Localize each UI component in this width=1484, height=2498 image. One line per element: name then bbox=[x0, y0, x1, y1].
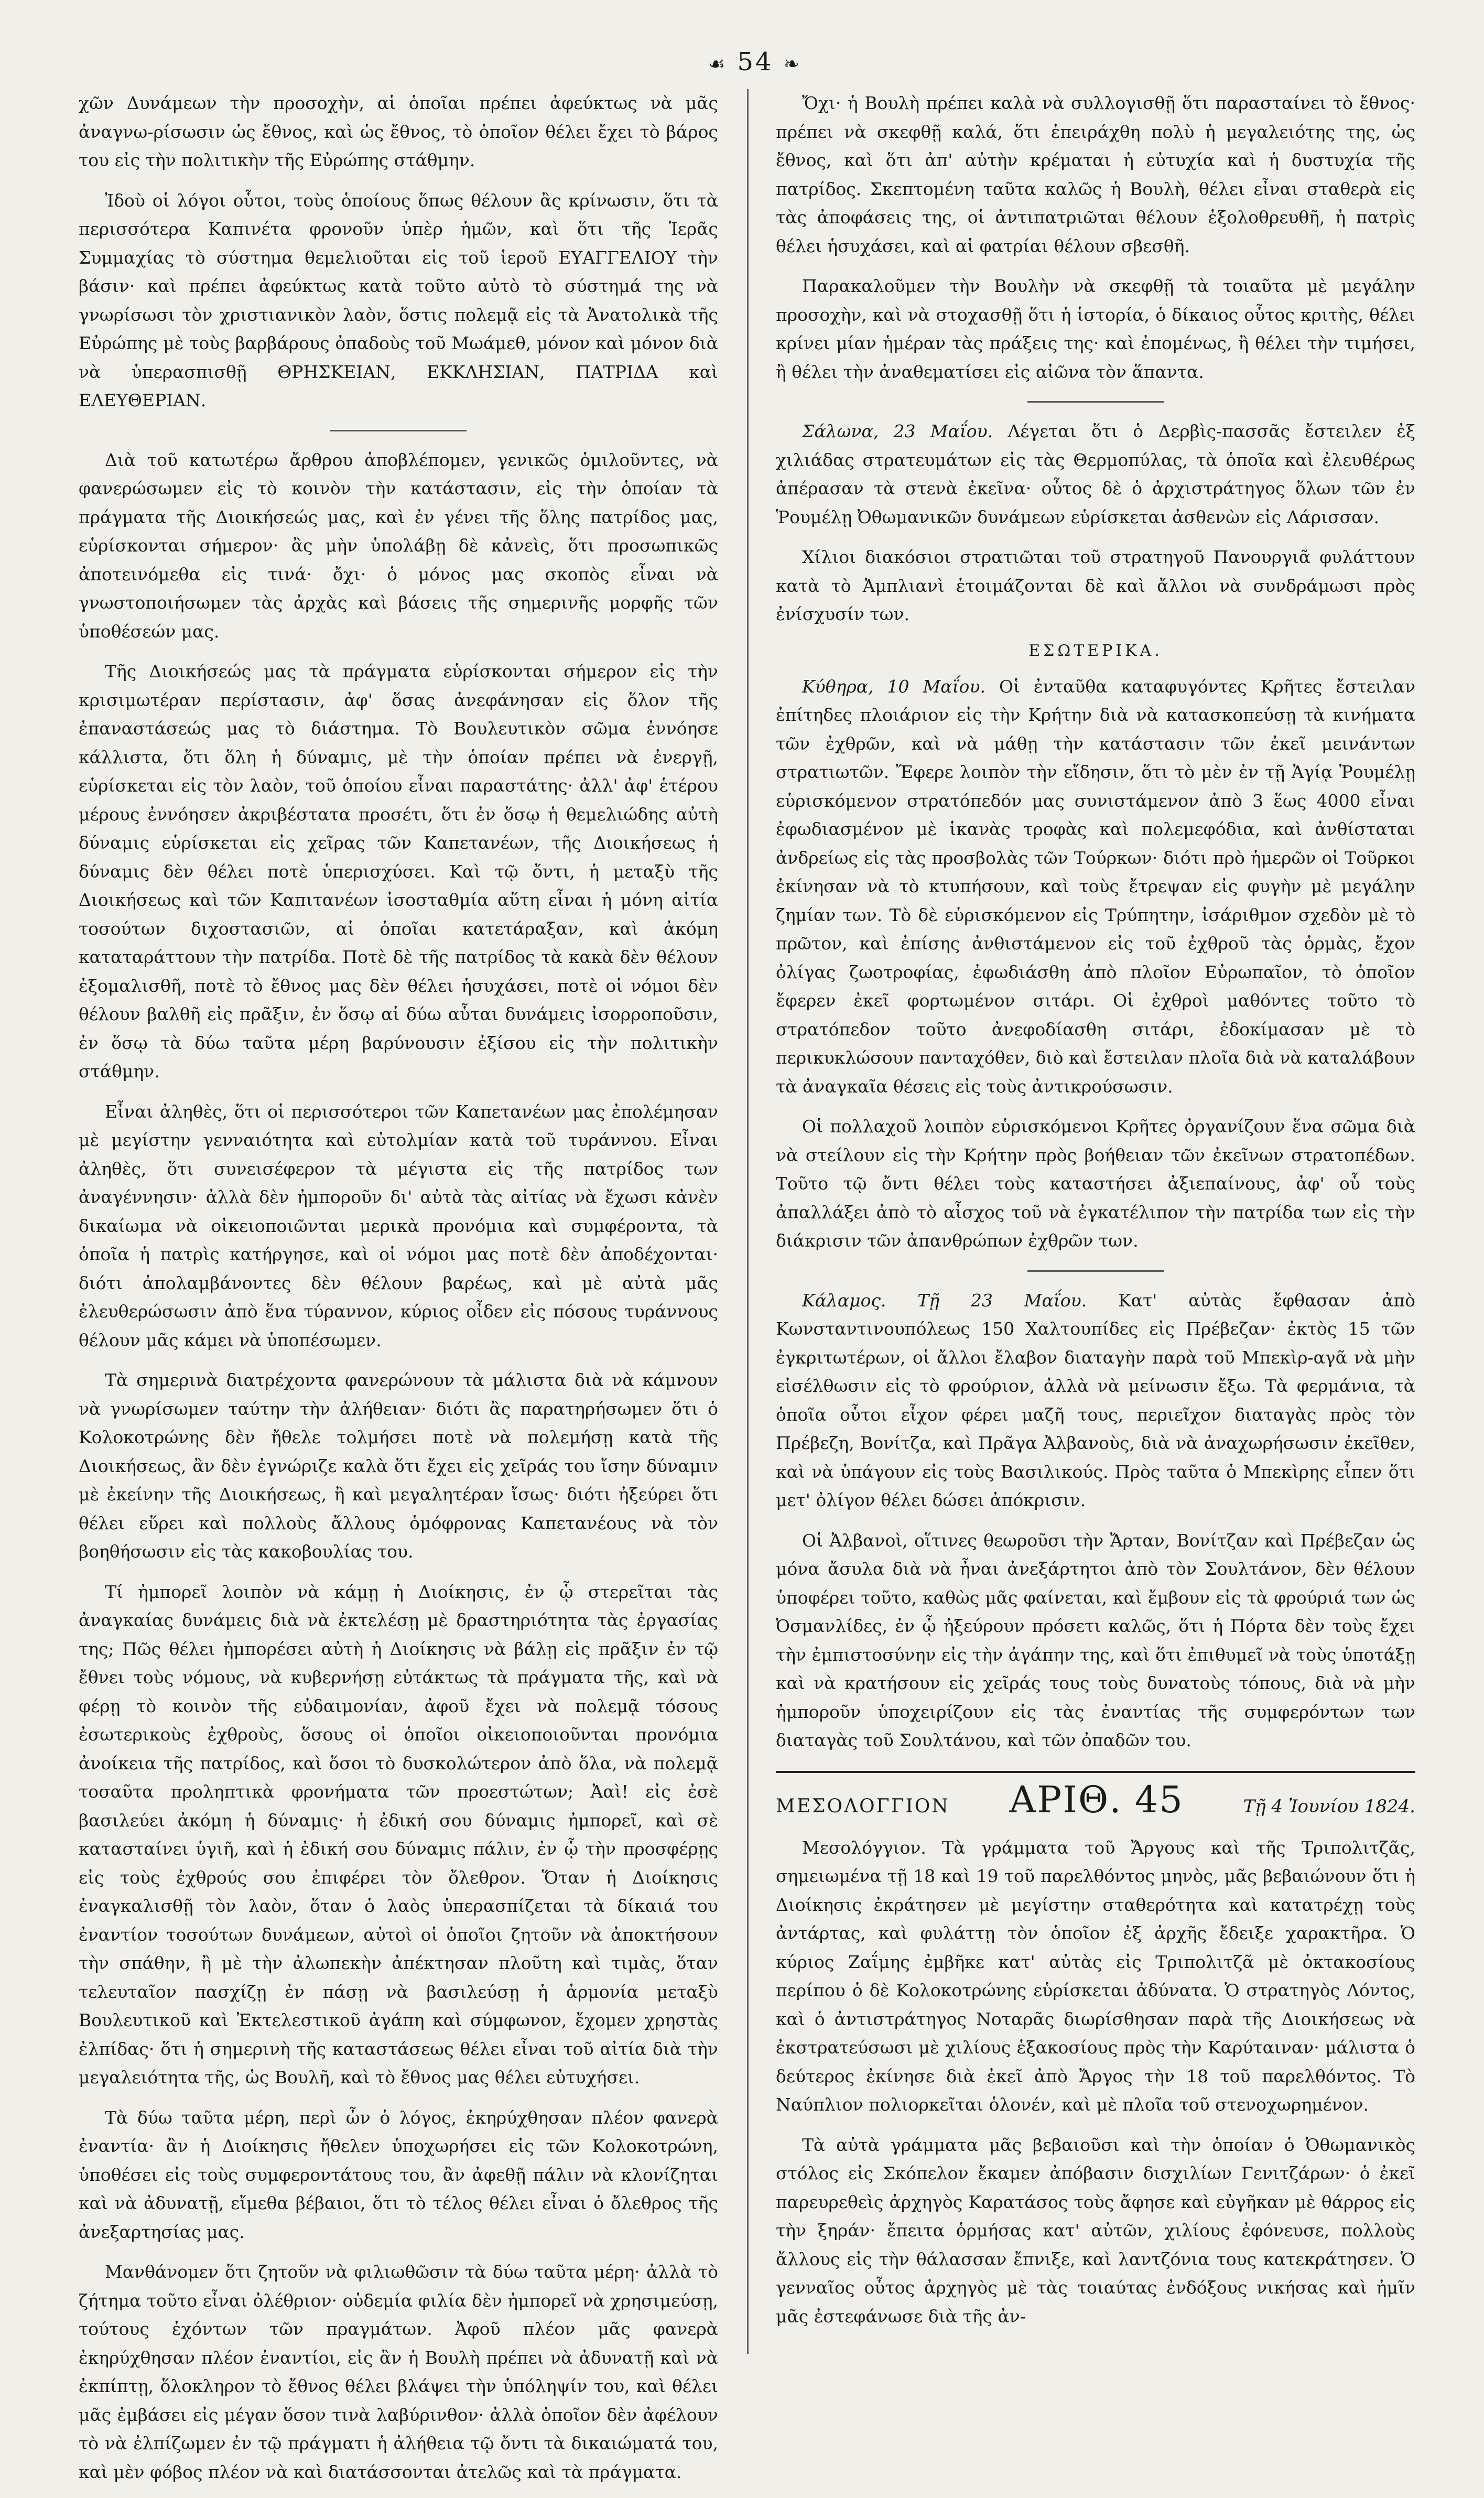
paragraph: Ὄχι· ἡ Βουλὴ πρέπει καλὰ νὰ συλλογισθῇ ὅτι παρασταίνει τὸ ἔθνος· πρέπει νὰ σκεφθῇ καλά, ὅτι ἐπειράχθη πολὺ ἡ μεγαλειότης της, ὡς ἔθνος, καὶ ὅτι ἀπ' αὐτὴν κρέμαται ἡ εὐτυχία καὶ ἡ δυστυχία τῆς πατρίδος. Σκεπτομένη ταῦτα καλῶς ἡ Βουλὴ, θέλει εἶναι σταθερὰ εἰς τὰς ἀποφάσεις της, οἱ ἀντιπατριῶται θέλουν ἐξολοθρευθῆ, ἡ πατρὶς θέλει ἡσυχάσει, καὶ αἱ φατρίαι θέλουν σβεσθῆ. bbox=[776, 93, 1415, 256]
paragraph: Μανθάνομεν ὅτι ζητοῦν νὰ φιλιωθῶσιν τὰ δύω ταῦτα μέρη· ἀλλὰ τὸ ζήτημα τοῦτο εἶναι ὀλέθριον· οὐδεμία φιλία δὲν ἠμπορεῖ νὰ χρησιμεύσῃ, τούτους ἐχόντων τῶν πραγμάτων. Ἀφοῦ πλέον μᾶς φανερὰ ἐκηρύχθησαν πλέον ἐναντίοι, εἰς ἂν ἡ Βουλὴ πρέπει νὰ ἀδυνατῇ καὶ νὰ ἐκπίπτῃ, ὅλοκληρον τὸ ἔθνος θέλει βλάψει τὴν ὑπόληψίν του, καὶ θέλει μᾶς ἐμβάσει εἰς μέγαν ὅσον τινὰ λαβύρινθον· ἀλλὰ ὁποῖον δὲν ἀφέλουν τὸ νὰ ἐλπίζωμεν ἐν τῷ πράγματι ἡ ἀλήθεια τῷ ὄντι τὰ δικαιώματά του, καὶ μὲν φόβος πλέον νὰ καὶ διατάσσονται ἀτελῶς καὶ τὰ πράγματα. bbox=[79, 2262, 718, 2482]
issue-place: ΜΕΣΟΛΟΓΓΙΟΝ bbox=[776, 1795, 950, 1817]
paragraph: Οἱ πολλαχοῦ λοιπὸν εὑρισκόμενοι Κρῆτες ὀργανίζουν ἕνα σῶμα διὰ νὰ στείλουν εἰς τὴν Κρήτην πρὸς βοήθειαν τῶν ἐκεῖνων στρατοπέδων. Τοῦτο τῷ ὄντι θέλει τοὺς καταστήσει ἀξιεπαίνους, ἀφ' οὗ τοὺς ἀπαλλάξει ἀπὸ τὸ αἶσχος τοῦ νὰ ἐγκατέλιπον τὴν πατρίδα των εἰς τὴν διάκρισιν τῶν ἀπανθρώπων ἐχθρῶν των. bbox=[776, 1116, 1415, 1251]
section-separator bbox=[330, 430, 467, 431]
news-item bbox=[776, 1286, 1415, 1515]
section-separator bbox=[1027, 401, 1164, 403]
paragraph: Μεσολόγγιον. Τὰ γράμματα τοῦ Ἄργους καὶ τῆς Τριπολιτζᾶς, σημειωμένα τῇ 18 καὶ 19 τοῦ παρελθόντος μηνὸς, μᾶς βεβαιώνουν ὅτι ἡ Διοίκησις ἐκράτησεν μὲ μεγίστην σταθερότητα καὶ κατατρέχῃ τοὺς ἀντάρτας, καὶ φυλάττῃ τὸν ὁποῖον ἐξ ἀρχῆς ἔδειξε χαρακτῆρα. Ὁ κύριος Ζαΐμης ἐμβῆκε κατ' αὐτὰς εἰς Τριπολιτζᾶ μὲ ὀκτακοσίους περίπου ὁ δὲ Κολοκοτρώνης εὑρίσκεται ἀδύνατα. Ὁ στρατηγὸς Λόντος, καὶ ὁ ἀντιστράτηγος Νοταρᾶς διωρίσθησαν παρὰ τῆς Διοικήσεως νὰ ἐκστρατεύσωσι μὲ χιλίους ἑξακοσίους πρὸς τὴν Καρύταιναν· μάλιστα ὁ δεύτερος ἐκίνησε διὰ ἐκεῖ ἀπὸ Ἄργος τὴν 18 τοῦ παρελθόντος. Τὸ Ναύπλιον πολιορκεῖται ὁλονέν, καὶ μὲ πλοῖα τοῦ στενοχωρημένον. bbox=[776, 1837, 1415, 2115]
page-folio bbox=[697, 47, 813, 77]
issue-number: ΑΡΙΘ. 45 bbox=[1009, 1778, 1184, 1821]
left-column bbox=[79, 89, 718, 2498]
dateline: Κύθηρα, 10 Μαΐου. bbox=[802, 676, 999, 697]
news-item bbox=[776, 673, 1415, 1101]
column-divider bbox=[747, 89, 749, 2354]
paragraph: Τὰ σημερινὰ διατρέχοντα φανερώνουν τὰ μάλιστα διὰ νὰ κάμνουν νὰ γνωρίσωμεν ταύτην τὴν ἀλήθειαν· διότι ἂς παρατηρήσωμεν ὅτι ὁ Κολοκοτρώνης δὲν ἤθελε τολμήσει ποτὲ νὰ πολεμήσῃ κατὰ τῆς Διοικήσεως, ἂν δὲν ἐγνώριζε καλὰ ὅτι ἔχει εἰς χεῖράς του ἴσην δύναμιν μὲ ἐκείνην τῆς Διοικήσεως, ἢ καὶ μεγαλητέραν ἴσως· διότι ἠξεύρει ὅτι θέλει εὕρει καὶ πολλοὺς ἄλλους ὁμόφρονας Καπετανέους νὰ τὸν βοηθήσωσιν εἰς τὰς κακοβουλίας του. bbox=[79, 1370, 718, 1562]
news-text: Κατ' αὐτὰς ἔφθασαν ἀπὸ Κωνσταντινουπόλεως 150 Χαλτουπίδες εἰς Πρέβεζαν· ἐκτὸς 15 τῶν ἐγκριτωτέρων, οἱ ἄλλοι ἔλαβον διαταγὴν παρὰ τοῦ Μπεκὶρ-αγᾶ νὰ μὴν εἰσέλθωσιν εἰς τὸ φρούριον, ἀλλὰ νὰ μείνωσιν ἔξω. Τὰ φερμάνια, τὰ ὁποῖα οὗτοι εἶχον φέρει μαζῆ τους, περιεῖχον διαταγὰς πρὸς τὸν Πρέβεζη, Βονίτζα, καὶ Πρᾶγα Ἀλβανοὺς, διὰ νὰ ἀναχωρήσωσιν ἐκεῖθεν, καὶ νὰ ὑπάγουν εἰς τοὺς Βασιλικούς. Πρὸς ταῦτα ὁ Μπεκὶρης εἶπεν ὅτι μετ' ὀλίγον θέλει δώσει ἀπόκρισιν. bbox=[776, 1290, 1415, 1510]
issue-header bbox=[776, 1771, 1415, 1821]
paragraph: Τὰ αὐτὰ γράμματα μᾶς βεβαιοῦσι καὶ τὴν ὁποίαν ὁ Ὀθωμανικὸς στόλος εἰς Σκόπελον ἔκαμεν ἀπόβασιν δισχιλίων Γενιτζάρων· ὁ ἐκεῖ παρευρεθεὶς ἀρχηγὸς Καρατάσος τοὺς ἄφησε καὶ εὐγῆκαν μὲ θάρρος εἰς τὴν ξηράν· ἔπειτα ὁρμήσας κατ' αὐτῶν, χιλίους ἐφόνευσε, πολλοὺς ἄλλους εἰς τὴν θάλασσαν ἔπνιξε, καὶ λαντζόνια τους κατεκράτησεν. Ὁ γενναῖος οὗτος ἀρχηγὸς μὲ τὰς τοιαύτας ἐνδόξους νικήσας καὶ ἠμῖν μᾶς ἐστεφάνωσε διὰ τῆς ἀν- bbox=[776, 2134, 1415, 2327]
left-ornament-icon: ☙ bbox=[708, 53, 728, 75]
issue-date: Τῇ 4 Ἰουνίου 1824. bbox=[1243, 1796, 1415, 1817]
section-heading: ΕΣΩΤΕΡΙΚΑ. bbox=[1028, 641, 1163, 660]
paragraph: Διὰ τοῦ κατωτέρω ἄρθρου ἀποβλέπομεν, γενικῶς ὁμιλοῦντες, νὰ φανερώσωμεν εἰς τὸ κοινὸν τὴν κατάστασιν, εἰς τὴν ὁποίαν τὰ πράγματα τῆς Διοικήσεώς μας, καὶ ἐν γένει τῆς ὅλης πατρίδος μας, εὑρίσκονται σήμερον· ἂς μὴν ὑπολάβῃ δὲ κἀνεὶς, ὅτι προσωπικῶς ἀποτεινόμεθα εἰς τινά· ὄχι· ὁ μόνος μας σκοπὸς εἶναι νὰ γνωστοποιήσωμεν τὰς ἀρχὰς καὶ βάσεις τῆς σημερινῆς μορφῆς τῶν ὑποθέσεών μας. bbox=[79, 449, 718, 642]
paragraph: Ἰδοὺ οἱ λόγοι οὗτοι, τοὺς ὁποίους ὅπως θέλουν ἂς κρίνωσιν, ὅτι τὰ περισσότερα Καπινέτα φρονοῦν ὑπὲρ ἡμῶν, καὶ ὅτι τῆς Ἱερᾶς Συμμαχίας τὸ σύστημα θεμελιοῦται εἰς τοῦ ἱεροῦ ΕΥΑΓΓΕΛΙΟΥ τὴν βάσιν· καὶ πρέπει ἀφεύκτως κατὰ τοῦτο αὐτὸ τὸ σύστημά της νὰ γνωρίσωσι τὸν χριστιανικὸν λαὸν, ὅστις πολεμᾷ εἰς τὰ Ἀνατολικὰ τῆς Εὐρώπης μὲ τοὺς βαρβάρους ὀπαδοὺς τοῦ Μωάμεθ, μόνον καὶ μόνον διὰ νὰ ὑπερασπισθῇ ΘΡΗΣΚΕΙΑΝ, ΕΚΚΛΗΣΙΑΝ, ΠΑΤΡΙΔΑ καὶ ΕΛΕΥΘΕΡΙΑΝ. bbox=[79, 190, 718, 410]
paragraph: Χίλιοι διακόσιοι στρατιῶται τοῦ στρατηγοῦ Πανουργιᾶ φυλάττουν κατὰ τὸ Ἀμπλιανὶ ἑτοιμάζονται δὲ καὶ ἄλλοι νὰ συνδράμωσι πρὸς ἐνίσχυσίν των. bbox=[776, 547, 1415, 624]
news-text: Λέγεται ὅτι ὁ Δερβὶς-πασσᾶς ἔστειλεν ἐξ χιλιάδας στρατευμάτων εἰς τὰς Θερμοπύλας, τὰ ὁποῖα καὶ ἐλευθέρως ἀπέρασαν τὰ στενὰ ἐκεῖνα· οὗτος δὲ ὁ ἀρχιστράτηγος ὅλων τῶν ἐν Ῥουμέλῃ Ὀθωμανικῶν δυνάμεων εὑρίσκεται ἀσθενὼν εἰς Λάρισσαν. bbox=[776, 421, 1416, 527]
right-ornament-icon: ❧ bbox=[783, 53, 802, 75]
paragraph: Τί ἠμπορεῖ λοιπὸν νὰ κάμῃ ἡ Διοίκησις, ἐν ᾧ στερεῖται τὰς ἀναγκαίας δυνάμεις διὰ νὰ ἐκτελέσῃ μὲ δραστηριότητα τὰς ἐργασίας της; Πῶς θέλει ἠμπορέσει αὐτὴ ἡ Διοίκησις νὰ βάλῃ εἰς πρᾶξιν ἐν τῷ ἔθνει τοὺς νόμους, νὰ κυβερνήσῃ εὐτάκτως τὰ πράγματα τῆς, καὶ νὰ φέρῃ τὸ κοινὸν τῆς εὐδαιμονίαν, ἀφοῦ ἔχει νὰ πολεμᾷ τόσους ἐσωτερικοὺς ἐχθροὺς, ὅσους οἱ ὁποῖοι οἰκειοποιοῦνται προνόμια ἀνοίκεια τῆς πατρίδος, καὶ ὅσοι τὸ δυσκολώτερον ἀπὸ ὅλα, νὰ πολεμᾷ τοσαῦτα προληπτικὰ φρονήματα τῶν προεστώτων; Ἀαὶ! εἰς ἐσὲ βασιλεύει ἀκόμη ἡ δύναμις· ἡ ἐδική σου δύναμις ἠμπορεῖ, καὶ σὲ κατασταίνει ὑγιῆ, καὶ ἡ ἐδική σου δύναμις πάλιν, ἐν ᾧ τὴν προσφέρῃς εἰς τοὺς ἐχθρούς σου ἐπιφέρει τὸν ὄλεθρον. Ὅταν ἡ Διοίκησις ἐναγκαλισθῇ τὸν λαὸν, ὅταν ὁ λαὸς ὑπερασπίζεται τὰ δίκαιά του ἐναντίον τοσούτων δυνάμεων, αὐτοὶ οἱ ὁποῖοι ζητοῦν νὰ ἀποκτήσουν τὴν σπάθην, ἢ μὲ τὴν ἀλωπεκὴν ἀπέκτησαν πλοῦτη καὶ τιμὰς, ὅταν τελευταῖον πασχίζῃ ἐν πάσῃ νὰ βασιλεύσῃ ἡ ἁρμονία μεταξὺ Βουλευτικοῦ καὶ Ἐκτελεστικοῦ ἀγάπη καὶ σύμφωνον, ἔχομεν χρηστὰς ἐλπίδας· ὅτι ἡ σημερινὴ τῆς καταστάσεως θέλει εἶναι τοῦ αἰτία διὰ τὴν μεγαλειότητα τῆς, ὡς Βουλῆ, καὶ τὸ ἔθνος μας θέλει εὐτυχήσει. bbox=[79, 1581, 718, 2088]
right-column bbox=[776, 89, 1415, 2342]
section-separator bbox=[1027, 1270, 1164, 1272]
paragraph: Εἶναι ἀληθὲς, ὅτι οἱ περισσότεροι τῶν Καπετανέων μας ἐπολέμησαν μὲ μεγίστην γενναιότητα καὶ εὐτολμίαν κατὰ τοῦ τυράννου. Εἶναι ἀληθὲς, ὅτι συνεισέφερον τὰ μέγιστα εἰς τῆς πατρίδος των ἀναγέννησιν· ἀλλὰ δὲν ἠμποροῦν δι' αὐτὰ τὰς αἰτίας νὰ ἔχωσι κἀνὲν δικαίωμα νὰ οἰκειοποιῶνται μερικὰ προνόμια καὶ συμφέροντα, τὰ ὁποῖα ἡ πατρὶς κατήργησε, καὶ οἱ νόμοι μας ποτὲ δὲν ἀποδέχονται· διότι ἀπολαμβάνοντες δὲν θέλουν βαρέως, καὶ μὲ αὐτὰ μᾶς ἐλευθερώσωσιν ἀπὸ ἕνα τύραννον, κύριος οἶδεν εἰς πόσους τυράννους θέλουν μᾶς κάμει νὰ ὑποπέσωμεν. bbox=[79, 1101, 718, 1350]
paragraph: Τὰ δύω ταῦτα μέρη, περὶ ὧν ὁ λόγος, ἐκηρύχθησαν πλέον φανερὰ ἐναντία· ἂν ἡ Διοίκησις ἤθελεν ὑποχωρήσει εἰς τῶν Κολοκοτρώνη, ὑποθέσει εἰς τοὺς συμφεροντάτους του, ἂν ἀφεθῇ πάλιν νὰ κλονίζηται καὶ νὰ ἀδυνατῇ, εἴμεθα βέβαιοι, ὅτι τὸ τέλος θέλει εἶναι ὁ ὄλεθρος τῆς ἀνεξαρτησίας μας. bbox=[79, 2107, 718, 2242]
page-number: 54 bbox=[737, 47, 774, 77]
paragraph: Οἱ Ἀλβανοὶ, οἵτινες θεωροῦσι τὴν Ἄρταν, Βονίτζαν καὶ Πρέβεζαν ὡς μόνα ἄσυλα διὰ νὰ ἦναι ἀνεξάρτητοι ἀπὸ τὸν Σουλτάνον, δὲν θέλουν ὑποφέρει τοῦτο, καθὼς μᾶς φαίνεται, καὶ ἔμβουν εἰς τὰ φρούριά των ὡς Ὀσμανλίδες, ἐν ᾧ ἠξεύρουν πρόσετι καλῶς, ὅτι ἡ Πόρτα δὲν τοὺς ἔχει τὴν ἐμπιστοσύνην εἰς τὴν ἀγάπην της, καὶ ὅτι ἐπιθυμεῖ νὰ τοὺς ὑποτάξῃ καὶ νὰ κρατήσουν εἰς χεῖράς τους τοὺς δυνατοὺς τόπους, διὰ νὰ μὴν ἠμποροῦν ὑποχειρίζουν εἰς τὰς ἐναντίας τῆς συμφερόντων των διαταγὰς τοῦ Σουλτάνου, καὶ τῶν ὀπαδῶν του. bbox=[776, 1530, 1415, 1750]
dateline: Κάλαμος. Τῇ 23 Μαΐου. bbox=[802, 1290, 1119, 1311]
dateline: Σάλωνα, 23 Μαΐου. bbox=[802, 421, 1008, 441]
news-text: Οἱ ἐνταῦθα καταφυγόντες Κρῆτες ἔστειλαν ἐπίτηδες πλοιάριον εἰς τὴν Κρήτην διὰ νὰ κατασκοπεύσῃ τὰ κινήματα τῶν ἐχθρῶν, καὶ νὰ μάθῃ τὴν κατάστασιν τῶν ἐκεῖ μεινάντων στρατιωτῶν. Ἔφερε λοιπὸν τὴν εἴδησιν, ὅτι τὸ μὲν ἐν τῇ Ἁγίᾳ Ῥουμέλῃ εὑρισκόμενον στρατόπεδόν μας συνιστάμενον ἀπὸ 3 ἕως 4000 εἶναι ἐφωδιασμένον μὲ ἱκανὰς τροφὰς καὶ πολεμεφόδια, καὶ ἀνθίσταται ἀνδρείως εἰς τὰς προσβολὰς τῶν Τούρκων· διότι πρὸ ἡμερῶν οἱ Τοῦρκοι ἐκίνησαν νὰ τὸ κτυπήσουν, καὶ τοὺς ἔτρεψαν εἰς φυγὴν μὲ μεγάλην ζημίαν των. Τὸ δὲ εὑρισκόμενον εἰς Τρύπητην, ἰσάριθμον σχεδὸν μὲ τὸ πρῶτον, καὶ ἐπίσης ἀνθιστάμενον εἰς τοῦ ἐχθροῦ τὰς ὁρμὰς, ἔχον ὀλίγας ζωοτροφίας, ἐφωδιάσθη ἀπὸ πλοῖον Εὐρωπαῖον, τὸ ὁποῖον ἔφερεν ἐκεῖ φορτωμένον σιτάρι. Οἱ ἐχθροὶ μαθόντες τοῦτο τὸ στρατόπεδον τοῦτο ἀνεφοδίασθη σιτάρι, ἐδοκίμασαν μὲ τὸ περικυκλώσουν πανταχόθεν, διὸ καὶ ἔστειλαν πλοῖα διὰ νὰ καταλάβουν τὰ ἀναγκαῖα θέσεις εἰς τοὺς ἀντικρούσωσιν. bbox=[776, 676, 1416, 1097]
news-item bbox=[776, 417, 1415, 532]
paragraph: χῶν Δυνάμεων τὴν προσοχὴν, αἱ ὁποῖαι πρέπει ἀφεύκτως νὰ μᾶς ἀναγνω-ρίσωσιν ὡς ἔθνος, καὶ ὡς ἔθνος, τὸ ὁποῖον θέλει ἔχει τὸ βάρος του εἰς τὴν πολιτικὴν τῆς Εὐρώπης στάθμην. bbox=[79, 93, 718, 170]
paragraph: Παρακαλοῦμεν τὴν Βουλὴν νὰ σκεφθῇ τὰ τοιαῦτα μὲ μεγάλην προσοχὴν, καὶ νὰ στοχασθῇ ὅτι ἡ ἱστορία, ὁ δίκαιος οὗτος κριτὴς, θέλει κρίνει μίαν ἡμέραν τὰς πράξεις της· καὶ ἐπομένως, ἢ θέλει τὴν τιμήσει, ἢ θέλει τὴν ἀναθεματίσει εἰς αἰῶνα τὸν ἅπαντα. bbox=[776, 276, 1415, 382]
paragraph: Τῆς Διοικήσεώς μας τὰ πράγματα εὑρίσκονται σήμερον εἰς τὴν κρισιμωτέραν περίστασιν, ἀφ' ὅσας ἀνεφάνησαν εἰς ὅλον τῆς ἐπαναστάσεώς μας τὸ διάστημα. Τὸ Βουλευτικὸν σῶμα ἐννόησε κάλλιστα, ὅτι ὅλη ἡ δύναμις, μὲ τὴν ὁποίαν πρέπει νὰ ἐνεργῇ, εὑρίσκεται εἰς τὸν λαὸν, τοῦ ὁποίου εἶναι παραστάτης· ἀλλ' ἀφ' ἑτέρου μέρους ἐννόησεν ἀκριβέστατα προσέτι, ὅτι ἐν ὅσῳ ἡ θεμελιώδης αὐτὴ δύναμις εὑρίσκεται εἰς χεῖρας τῶν Καπετανέων, τῆς Διοικήσεως ἡ δύναμις δὲν θέλει ποτὲ ὑπερισχύσει. Καὶ τῷ ὄντι, ἡ μεταξὺ τῆς Διοικήσεως καὶ τῶν Καπιτανέων ἰσοσταθμία αὕτη εἶναι ἡ μόνη αἰτία τοσούτων διχοστασιῶν, αἱ ὁποῖαι κατετάραξαν, καὶ ἀκόμη καταταράττουν τὴν πατρίδα. Ποτὲ δὲ τῆς πατρίδος τὰ κακὰ δὲν θέλουν ἐξομαλισθῆ, ποτὲ τὸ ἔθνος μας δὲν θέλει ἡσυχάσει, ποτὲ οἱ νόμοι δὲν θέλουν βαλθῆ εἰς πρᾶξιν, ἐν ὅσῳ αἱ δύω αὗται δυνάμεις ἰσορροποῦσιν, ἐν ὅσῳ τὰ δύω ταῦτα μέρη βαρύνουσιν ἐξίσου εἰς τὴν πολιτικὴν στάθμην. bbox=[79, 661, 718, 1082]
newspaper-page bbox=[79, 31, 1421, 2482]
